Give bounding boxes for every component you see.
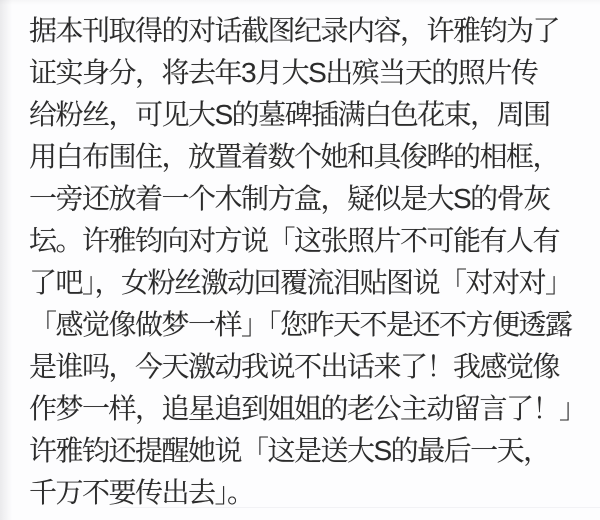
- text-line: 一旁还放着一个木制方盒，疑似是大S的骨灰: [29, 183, 550, 214]
- text-line: 许雅钧还提醒她说「这是送大S的最后一天，: [29, 435, 550, 466]
- text-line: 据本刊取得的对话截图纪录内容，许雅钧为了: [29, 15, 560, 46]
- text-line: 用白布围住，放置着数个她和具俊晔的相框，: [29, 141, 560, 172]
- text-line: 给粉丝，可见大S的墓碑插满白色花束，周围: [29, 99, 550, 130]
- text-line: 坛。许雅钧向对方说「这张照片不可能有人有: [29, 225, 560, 256]
- text-line: 作梦一样，追星追到姐姐的老公主动留言了！」: [29, 393, 586, 424]
- text-line: 是谁吗，今天激动我说不出话来了！我感觉像: [29, 351, 560, 382]
- text-line: 证实身分，将去年3月大S出殡当天的照片传: [29, 57, 538, 88]
- text-line: 了吧」，女粉丝激动回覆流泪贴图说「对对对」: [29, 267, 572, 298]
- text-line: 千万不要传出去」。: [29, 477, 254, 508]
- text-line: 「感觉像做梦一样」「您昨天不是还不方便透露: [29, 309, 572, 340]
